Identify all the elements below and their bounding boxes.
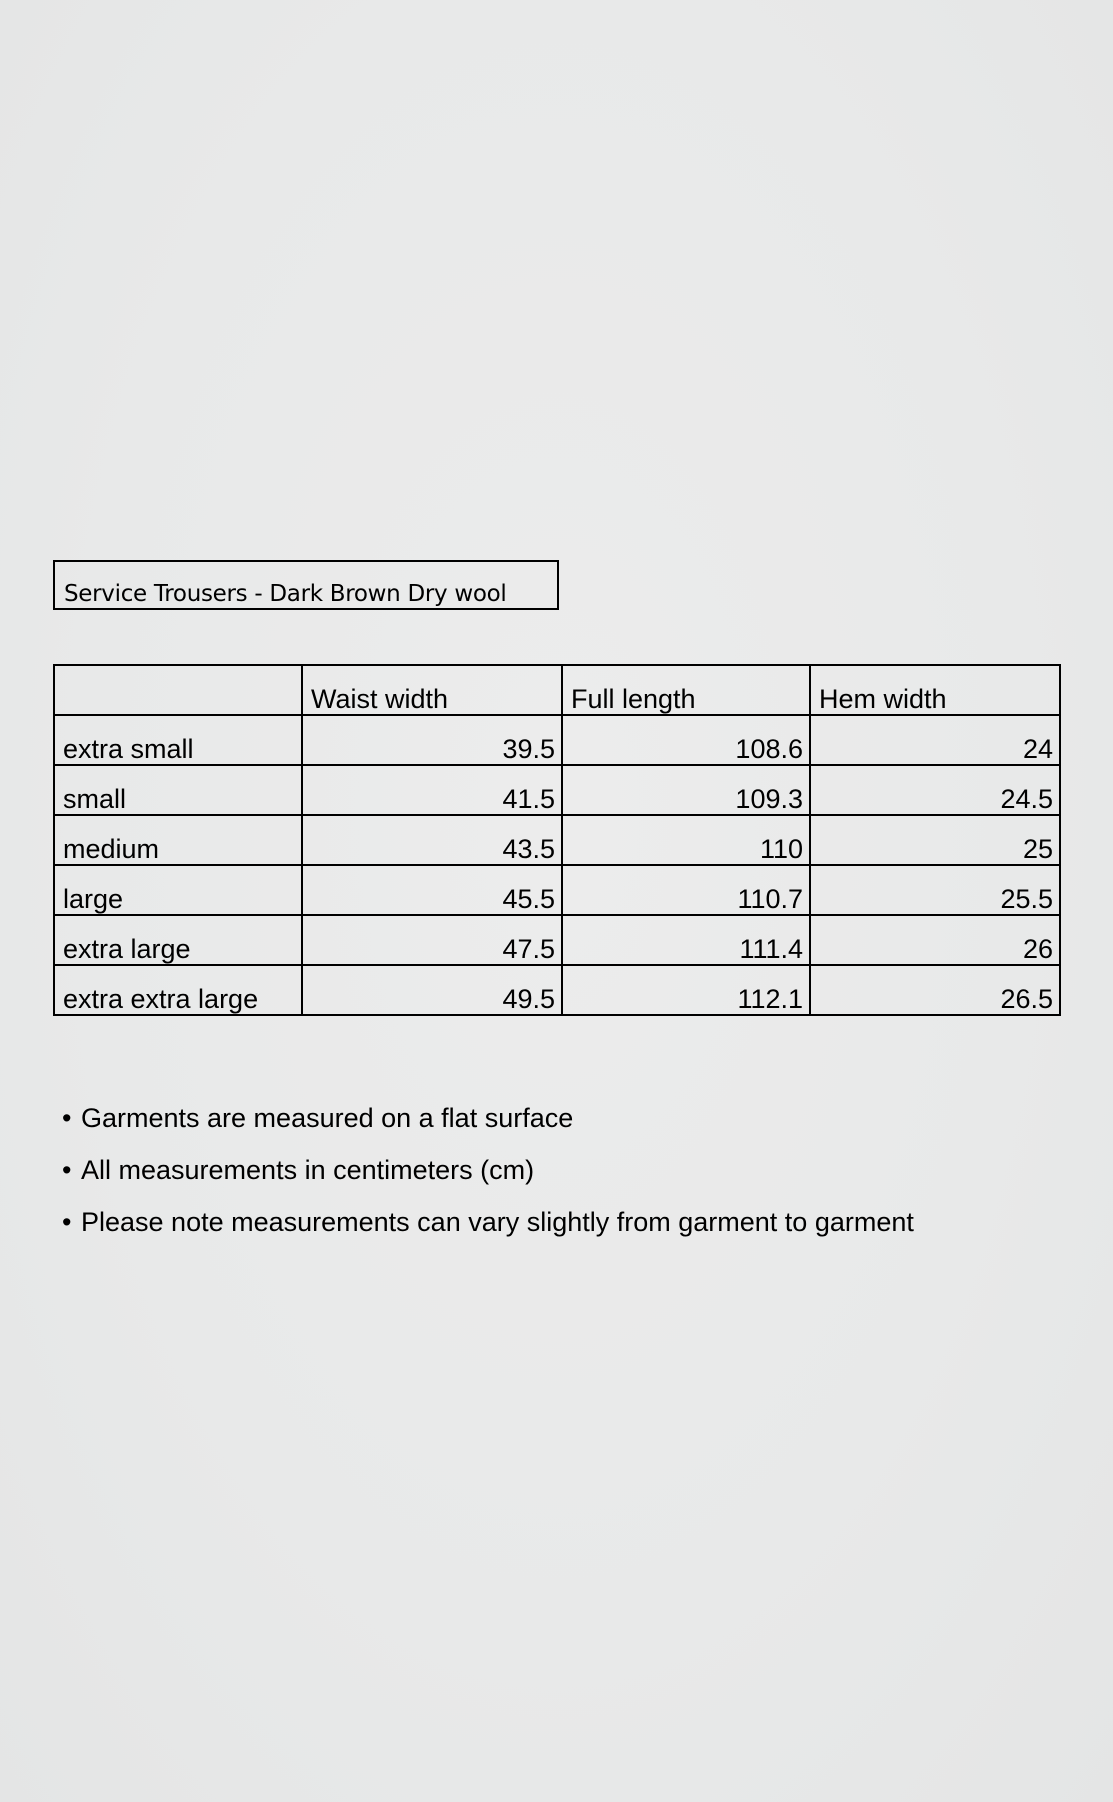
note-text: Garments are measured on a flat surface [81,1103,574,1133]
list-item [62,1098,914,1150]
table-row [54,865,1060,915]
list-item [62,1150,914,1202]
table-row [54,715,1060,765]
note-text: All measurements in centimeters (cm) [81,1155,535,1185]
table-row [54,965,1060,1015]
size-label-cell: medium [54,815,302,865]
hem-width-cell: 26.5 [810,965,1060,1015]
list-item [62,1202,914,1254]
title-box [53,560,559,610]
waist-width-cell: 47.5 [302,915,562,965]
full-length-cell: 111.4 [562,915,810,965]
header-cell-hem-width: Hem width [810,665,1060,715]
full-length-cell: 112.1 [562,965,810,1015]
hem-width-cell: 25.5 [810,865,1060,915]
size-label-cell: large [54,865,302,915]
measurement-notes-list [62,1098,914,1254]
page-title: Service Trousers - Dark Brown Dry wool [64,581,507,607]
size-label-cell: small [54,765,302,815]
bullet-icon: • [62,1103,72,1133]
size-label-cell: extra small [54,715,302,765]
hem-width-cell: 25 [810,815,1060,865]
bullet-icon: • [62,1155,72,1185]
full-length-cell: 110 [562,815,810,865]
hem-width-cell: 24.5 [810,765,1060,815]
table-header-row [54,665,1060,715]
waist-width-cell: 39.5 [302,715,562,765]
bullet-icon: • [62,1207,72,1237]
table-row [54,765,1060,815]
waist-width-cell: 41.5 [302,765,562,815]
header-cell-full-length: Full length [562,665,810,715]
waist-width-cell: 49.5 [302,965,562,1015]
size-label-cell: extra large [54,915,302,965]
full-length-cell: 108.6 [562,715,810,765]
full-length-cell: 110.7 [562,865,810,915]
hem-width-cell: 26 [810,915,1060,965]
size-chart-table [53,664,1061,1016]
header-cell-empty [54,665,302,715]
table-row [54,915,1060,965]
table-row [54,815,1060,865]
waist-width-cell: 45.5 [302,865,562,915]
header-cell-waist-width: Waist width [302,665,562,715]
size-label-cell: extra extra large [54,965,302,1015]
hem-width-cell: 24 [810,715,1060,765]
waist-width-cell: 43.5 [302,815,562,865]
full-length-cell: 109.3 [562,765,810,815]
note-text: Please note measurements can vary slightly from garment to garment [81,1207,914,1237]
